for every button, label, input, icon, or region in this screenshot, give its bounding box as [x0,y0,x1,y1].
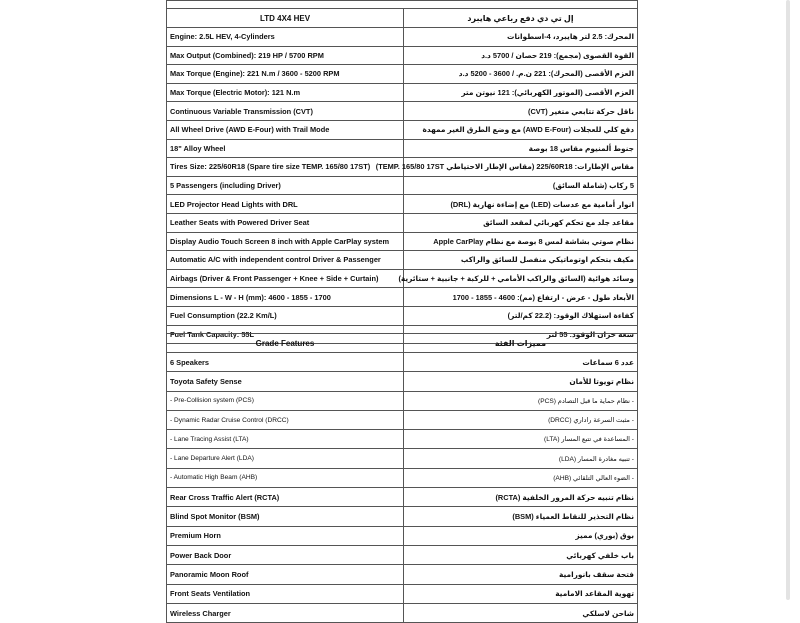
feature-row-ar: - الضوء العالي التلقائي (AHB) [404,468,638,487]
spec-row-ar: وسائد هوائية (السائق والراكب الأمامي + للركبة + جانبية + ستائرية) [404,269,638,288]
spec-row-ar: 5 ركاب (شاملة السائق) [404,176,638,195]
spec-row-en: Automatic A/C with independent control Driver & Passenger [167,251,404,270]
spec-row [167,83,638,102]
spec-row [167,251,638,270]
feature-row-en: - Lane Departure Alert (LDA) [167,449,404,468]
table-top-edge [166,0,638,8]
spec-row-ar: دفع كلي للعجلات (AWD E-Four) مع وضع الطرق الغير ممهدة [404,120,638,139]
feature-row-ar: - مثبت السرعة راداري (DRCC) [404,410,638,429]
spec-row-ar: مقاس الإطارات: 225/60R18 (مقاس الإطار الاحتياطي TEMP. 165/80 17ST) [404,158,638,177]
spec-row-ar: سعة خزان الوقود: 55 لتر [404,325,638,344]
vertical-scrollbar[interactable] [784,0,792,600]
feature-row-en: Power Back Door [167,545,404,564]
feature-row [167,488,638,507]
spec-row-en: Airbags (Driver & Front Passenger + Knee + Side + Curtain) [167,269,404,288]
feature-row-ar: نظام التحذير للنقاط العمياء (BSM) [404,507,638,526]
spec-row-en: Engine: 2.5L HEV, 4-Cylinders [167,28,404,47]
feature-row [167,565,638,584]
feature-row-en: Rear Cross Traffic Alert (RCTA) [167,488,404,507]
feature-row-ar: نظام تويوتا للأمان [404,372,638,391]
feature-row-en: Panoramic Moon Roof [167,565,404,584]
spec-row-ar: الأبعاد طول - عرض - ارتفاع (مم): 4600 - 1855 - 1700 [404,288,638,307]
feature-row-en: 6 Speakers [167,353,404,372]
feature-row [167,507,638,526]
spec-row-en: LED Projector Head Lights with DRL [167,195,404,214]
spec-row-ar: نظام صوتي بشاشة لمس 8 بوصة مع نظام Apple CarPlay [404,232,638,251]
feature-row [167,410,638,429]
feature-row [167,545,638,564]
feature-row [167,526,638,545]
spec-row-ar: مقاعد جلد مع تحكم كهربائي لمقعد السائق [404,213,638,232]
spec-row [167,306,638,325]
feature-row-en: - Automatic High Beam (AHB) [167,468,404,487]
feature-row-ar: بوق (بوري) مميز [404,526,638,545]
spec-row [167,120,638,139]
spec-row-en: Leather Seats with Powered Driver Seat [167,213,404,232]
spec-row-en: Display Audio Touch Screen 8 inch with Apple CarPlay system [167,232,404,251]
feature-row-ar: - نظام حماية ما قبل التصادم (PCS) [404,391,638,410]
spec-row [167,28,638,47]
scrollbar-thumb[interactable] [786,0,790,600]
specifications-header-row [167,9,638,28]
spec-row-ar: مكيف بتحكم اوتوماتيكي منفصل للسائق والراكب [404,251,638,270]
spec-row-ar: العزم الأقصى (الموتور الكهربائي): 121 نيوتن متر [404,83,638,102]
spec-row-en: Dimensions L - W - H (mm): 4600 - 1855 - 1700 [167,288,404,307]
spec-row [167,102,638,121]
feature-row-en: Blind Spot Monitor (BSM) [167,507,404,526]
spec-row [167,46,638,65]
feature-row [167,603,638,622]
feature-row-ar: - المساعدة في تتبع المسار (LTA) [404,430,638,449]
spec-row-ar: جنوط ألمنيوم مقاس 18 بوصة [404,139,638,158]
feature-row-ar: نظام تنبيه حركة المرور الخلفية (RCTA) [404,488,638,507]
spec-row-ar: انوار أمامية مع عدسات (LED) مع إضاءة نهارية (DRL) [404,195,638,214]
feature-row-en: Toyota Safety Sense [167,372,404,391]
spec-row [167,195,638,214]
feature-row [167,372,638,391]
spec-row [167,65,638,84]
feature-row [167,353,638,372]
grade-features-table [166,333,638,623]
feature-row-ar: فتحة سقف بانورامية [404,565,638,584]
feature-row-ar: شاحن لاسلكي [404,603,638,622]
feature-row [167,449,638,468]
spec-row-ar: المحرك: 2.5 لتر هايبرد، 4-اسطوانات [404,28,638,47]
feature-row-en: - Pre-Collision system (PCS) [167,391,404,410]
spec-row-en: Fuel Tank Capacity: 55L [167,325,404,344]
spec-row-en: Tires Size: 225/60R18 (Spare tire size TEMP. 165/80 17ST) [167,158,404,177]
feature-row-ar: باب خلفي كهربائي [404,545,638,564]
spec-row-ar: العزم الأقصى (المحرك): 221 ن.م. / 3600 - 5200 د.د [404,65,638,84]
spec-row-en: 18" Alloy Wheel [167,139,404,158]
spec-row-en: All Wheel Drive (AWD E-Four) with Trail Mode [167,120,404,139]
features-header-row [167,334,638,353]
feature-row-ar: - تنبيه مغادرة المسار (LDA) [404,449,638,468]
spec-row [167,213,638,232]
specifications-section [166,0,638,344]
spec-row-en: Max Torque (Electric Motor): 121 N.m [167,83,404,102]
spec-row [167,176,638,195]
spec-row-en: Max Torque (Engine): 221 N.m / 3600 - 5200 RPM [167,65,404,84]
spec-row-en: Max Output (Combined): 219 HP / 5700 RPM [167,46,404,65]
spec-row-en: Continuous Variable Transmission (CVT) [167,102,404,121]
spec-row-en: Fuel Consumption (22.2 Km/L) [167,306,404,325]
feature-row-ar: تهوية المقاعد الامامية [404,584,638,603]
specifications-table [166,8,638,344]
spec-row [167,288,638,307]
spec-row-ar: كفاءة استهلاك الوقود: (22.2 كم/لتر) [404,306,638,325]
grade-features-section [166,333,638,623]
spec-row [167,158,638,177]
feature-row [167,468,638,487]
grade-name-en: LTD 4X4 HEV [167,9,404,28]
feature-row-en: - Dynamic Radar Cruise Control (DRCC) [167,410,404,429]
feature-row-en: - Lane Tracing Assist (LTA) [167,430,404,449]
feature-row [167,430,638,449]
grade-name-ar: إل تي دي دفع رباعي هايبرد [404,9,638,28]
spec-row [167,269,638,288]
feature-row-en: Front Seats Ventilation [167,584,404,603]
features-header-ar: مميزات الفئة [404,334,638,353]
spec-row [167,232,638,251]
feature-row-en: Wireless Charger [167,603,404,622]
feature-row [167,584,638,603]
spec-row [167,139,638,158]
spec-row-en: 5 Passengers (including Driver) [167,176,404,195]
feature-row-ar: عدد 6 سماعات [404,353,638,372]
spec-row-ar: ناقل حركة تتابعي متغير (CVT) [404,102,638,121]
features-header-en: Grade Features [167,334,404,353]
feature-row-en: Premium Horn [167,526,404,545]
spec-row-ar: القوة القصوى (مجمع): 219 حصان / 5700 د.د [404,46,638,65]
feature-row [167,391,638,410]
